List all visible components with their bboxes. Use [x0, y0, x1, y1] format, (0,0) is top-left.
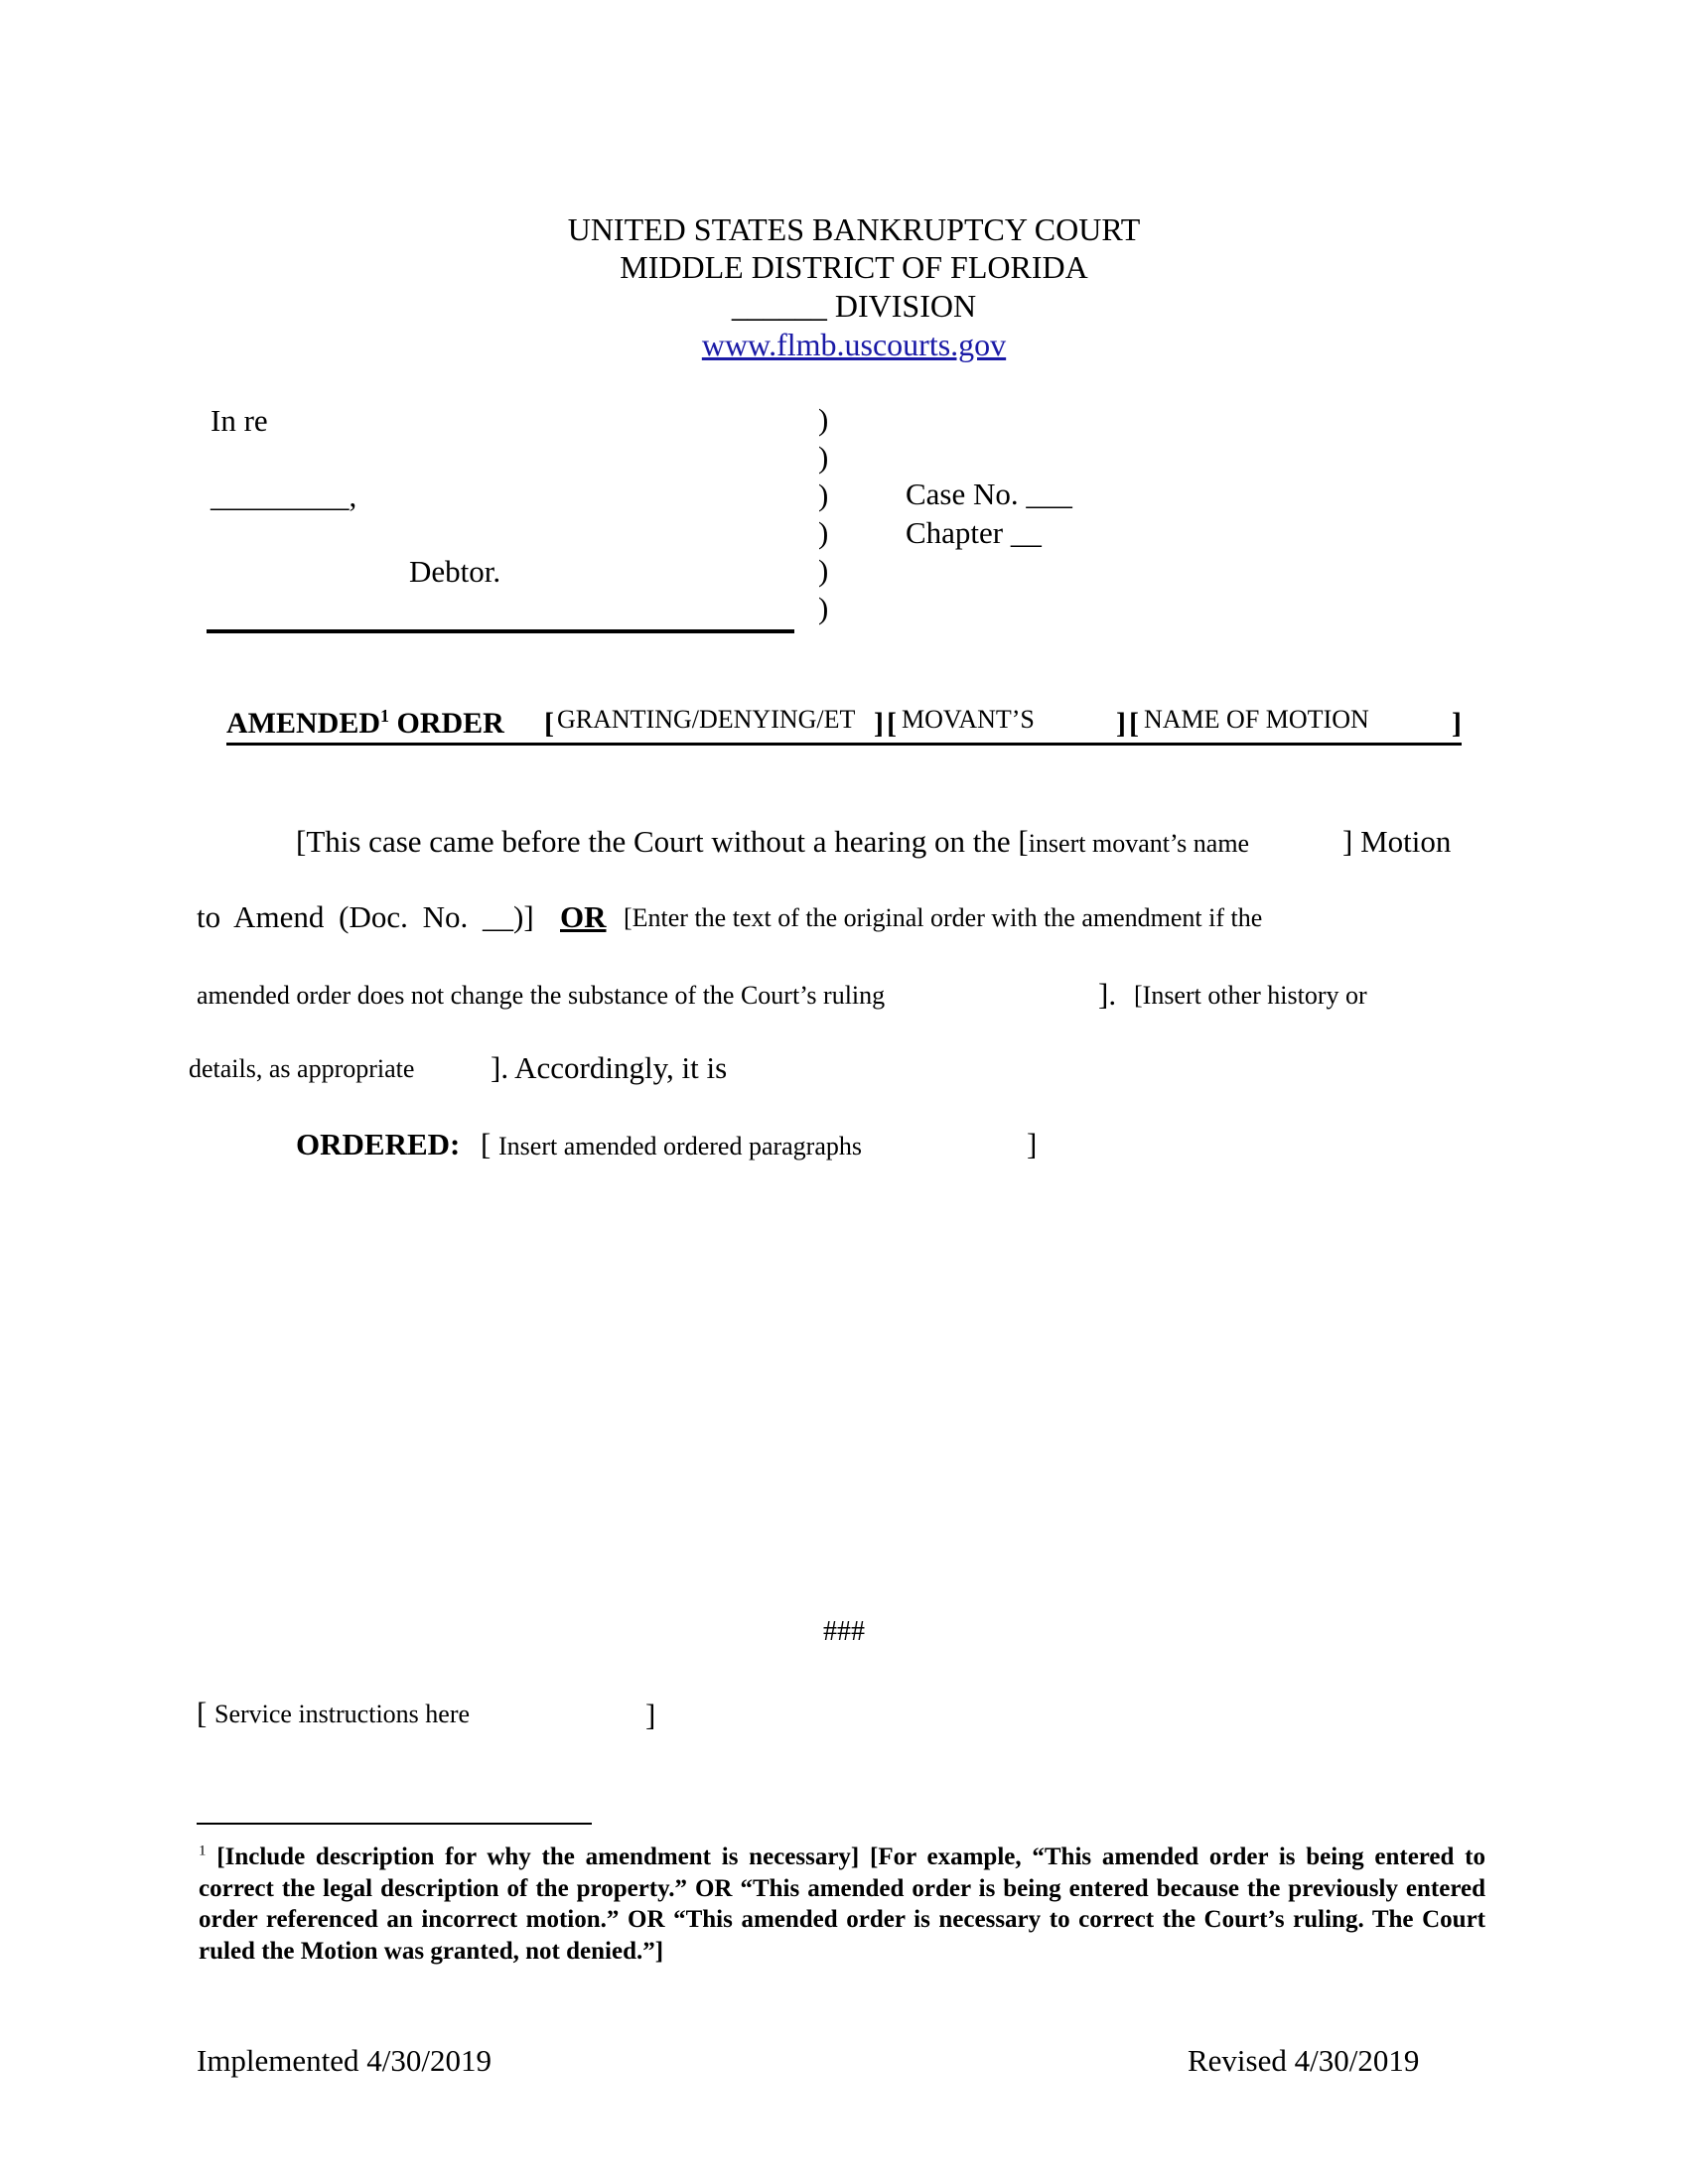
movant-field[interactable]: MOVANT’S — [902, 705, 1035, 734]
ordered-bracket: ] — [1027, 1127, 1038, 1161]
revised-date: Revised 4/30/2019 — [1188, 2043, 1420, 2078]
title-bracket: ] — [1116, 707, 1126, 740]
title-bracket: ] — [874, 707, 884, 740]
caption-paren: ) — [818, 402, 829, 437]
division-name: ______ DIVISION — [731, 288, 977, 324]
title-bracket: [ — [544, 707, 554, 740]
court-name: UNITED STATES BANKRUPTCY COURT — [567, 211, 1141, 247]
footnote-separator — [197, 1823, 592, 1825]
movant-name-field[interactable]: insert movant’s name — [1028, 829, 1250, 858]
title-bracket: ] — [1452, 707, 1462, 740]
or-label: OR — [560, 899, 607, 934]
caption-underline — [207, 629, 794, 633]
ordered-paragraphs-field[interactable]: Insert amended ordered paragraphs — [498, 1132, 862, 1160]
title-bracket: [ — [887, 707, 897, 740]
chapter-number: Chapter __ — [906, 515, 1042, 550]
original-order-field[interactable]: [Enter the text of the original order with the amendment if the — [624, 903, 1263, 932]
in-re-label: In re — [211, 403, 268, 438]
caption-paren: ) — [818, 478, 829, 512]
footnote-ref: 1 — [380, 706, 389, 726]
body-line-4-tail: ]. Accordingly, it is — [491, 1050, 728, 1085]
debtor-label: Debtor. — [409, 554, 501, 589]
district-name: MIDDLE DISTRICT OF FLORIDA — [620, 249, 1088, 285]
end-of-order-mark: ### — [823, 1616, 865, 1647]
caption-paren: ) — [818, 440, 829, 475]
order-title: AMENDED$^1$ ORDER — [226, 706, 504, 740]
footnote-text: [Include description for why the amendment is necessary] [For example, “This amended order is being entered to correct the legal description of the property.” OR “This amended order is being entered because the previously entered order referenced an incorrect motion.” OR “This amended order is necessary to correct the Court’s ruling. The Court ruled the Motion was granted, not denied.”] — [199, 1843, 1486, 1965]
granting-denying-field[interactable]: GRANTING/DENYING/ET — [557, 705, 856, 734]
body-line-1: [This case came before the Court without a hearing on the [insert movant’s name — [296, 824, 1250, 859]
footnote-number: 1 — [199, 1843, 207, 1859]
body-line-1-tail: ] Motion — [1342, 824, 1452, 859]
debtor-name-blank: _________, — [211, 478, 357, 513]
other-history-field[interactable]: [Insert other history or — [1134, 981, 1367, 1010]
service-bracket: ] — [645, 1698, 656, 1732]
caption-paren: ) — [818, 591, 829, 625]
caption-paren: ) — [818, 515, 829, 550]
body-line-3-close: ]. — [1098, 977, 1117, 1012]
body-line-2-lead: to Amend (Doc. No. __)] — [197, 899, 534, 934]
footnote — [199, 1842, 1485, 1967]
service-bracket: [ — [197, 1696, 208, 1730]
motion-name-field[interactable]: NAME OF MOTION — [1144, 705, 1369, 734]
implemented-date: Implemented 4/30/2019 — [197, 2043, 492, 2078]
caption-paren: ) — [818, 553, 829, 588]
title-underline — [226, 743, 1462, 746]
website-link[interactable]: www.flmb.uscourts.gov — [701, 327, 1007, 362]
original-order-field-cont[interactable]: amended order does not change the substance of the Court’s ruling — [197, 981, 886, 1010]
ordered-bracket: [ — [481, 1127, 492, 1161]
case-number: Case No. ___ — [906, 477, 1072, 511]
service-instructions-field[interactable]: Service instructions here — [214, 1700, 471, 1728]
title-bracket: [ — [1129, 707, 1139, 740]
ordered-label: ORDERED: — [296, 1127, 461, 1161]
other-history-field-cont[interactable]: details, as appropriate — [189, 1054, 415, 1083]
